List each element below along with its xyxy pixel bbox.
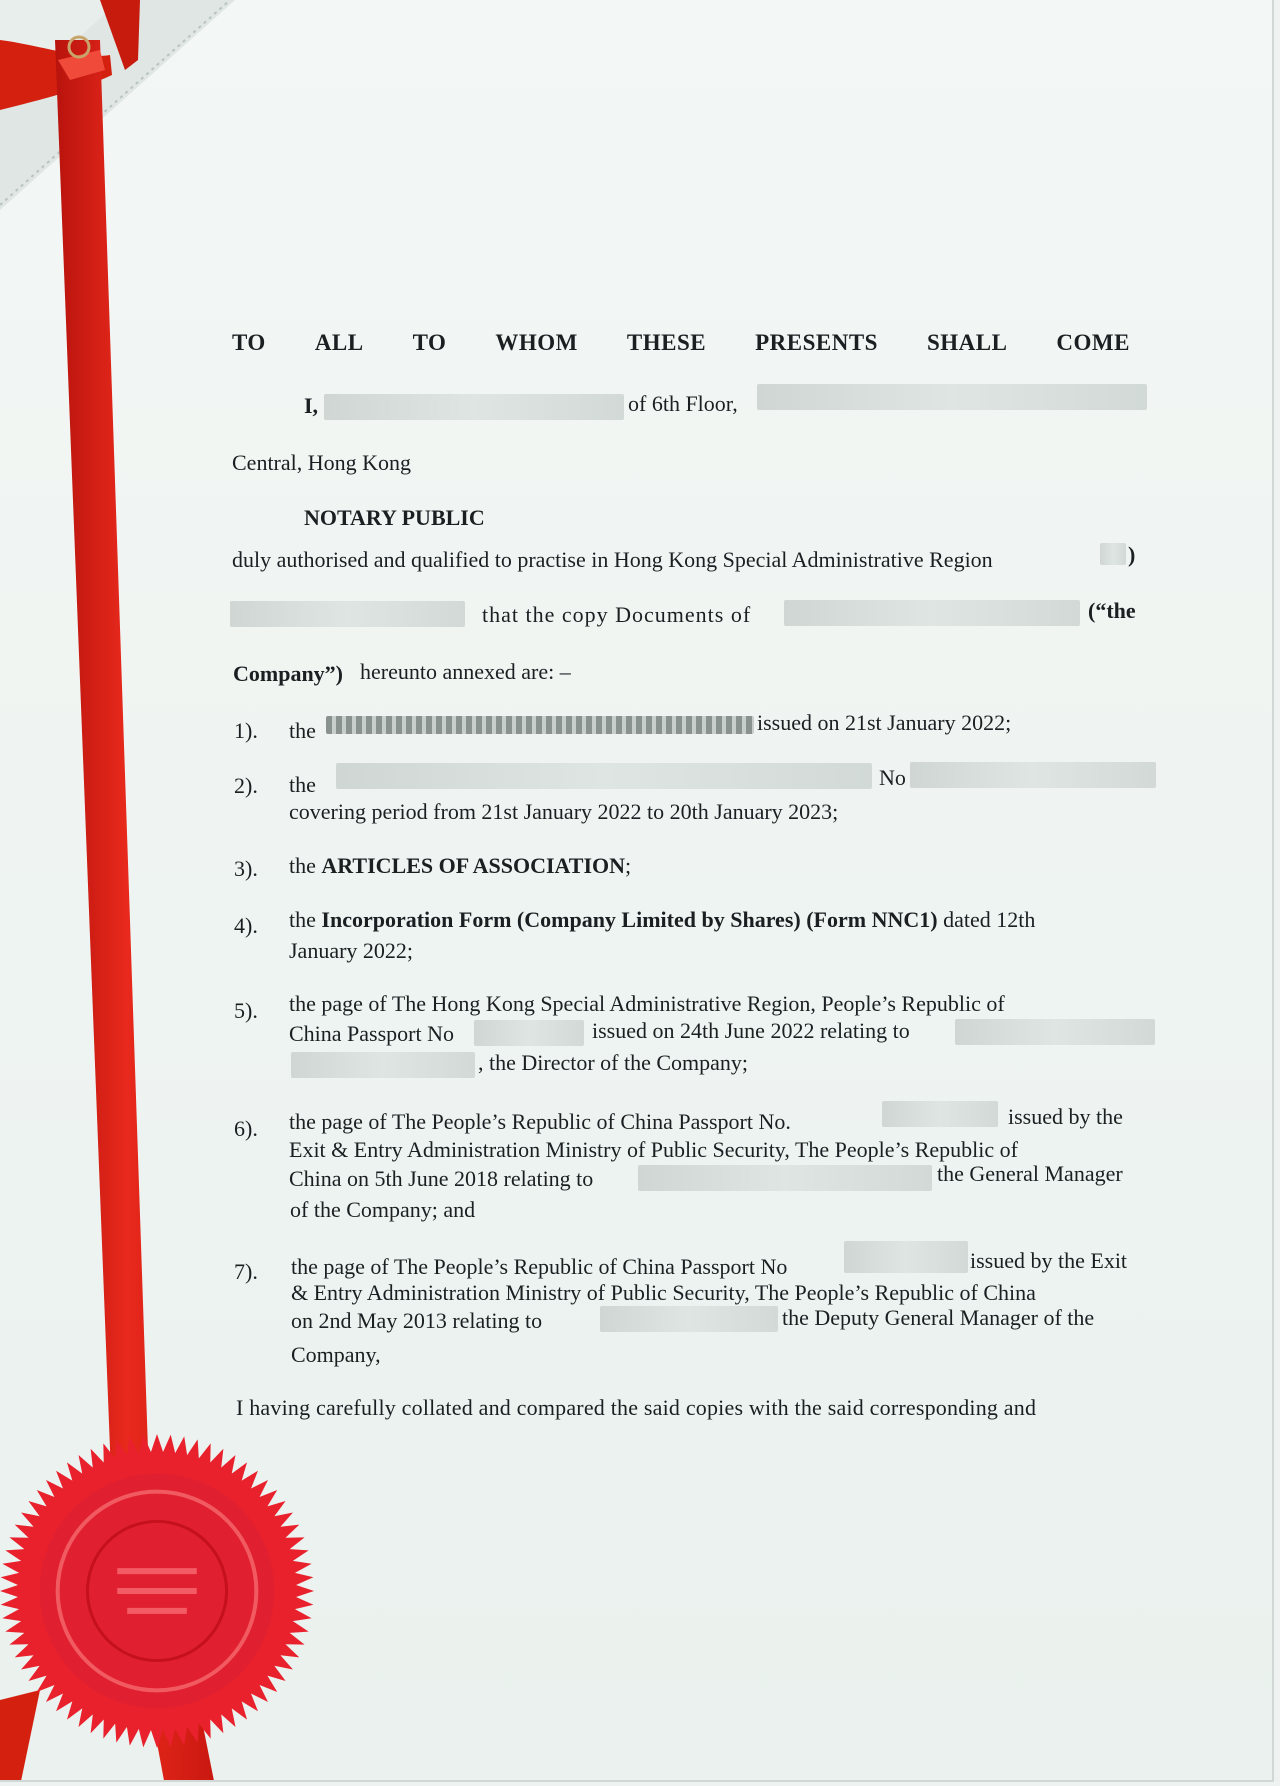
item-text: the General Manager [937, 1161, 1123, 1186]
authorisation-line: duly authorised and qualified to practise in Hong Kong Special Administrative Region [232, 547, 993, 572]
item-suffix: dated 12th [943, 907, 1036, 932]
item-number: 7). [234, 1259, 258, 1284]
item-text: No [879, 765, 906, 790]
item-text [289, 851, 631, 881]
closing-text: I having carefully collated and compared the said copies with the said corresponding and [236, 1395, 1037, 1420]
heading-word: TO [412, 330, 447, 355]
notary-intro-i: I, [304, 393, 319, 418]
redacted-company-name [784, 600, 1080, 626]
company-label: Company”) [233, 661, 344, 686]
item-text: & Entry Administration Ministry of Public Security, The People’s Republic of China [291, 1280, 1036, 1305]
item-bold-title: ARTICLES OF ASSOCIATION [321, 853, 626, 878]
item-number: 5). [234, 998, 258, 1023]
notary-seal [0, 1432, 316, 1750]
notary-floor: of 6th Floor, [628, 391, 738, 416]
heading-word: TO [232, 330, 266, 355]
redacted-notary-name [324, 394, 624, 420]
heading-word: PRESENTS [755, 330, 878, 355]
copy-documents-text: that the copy Documents of [482, 602, 752, 627]
item-text: the Deputy General Manager of the [782, 1305, 1095, 1330]
item-text: issued on 24th June 2022 relating to [592, 1018, 910, 1043]
item-text: China Passport No [289, 1021, 454, 1046]
item-text: Exit & Entry Administration Ministry of Public Security, The People’s Republic of [289, 1137, 1018, 1162]
heading-word: THESE [626, 330, 707, 355]
the-open-quote: (“the [1088, 598, 1136, 623]
item-text: of the Company; and [290, 1197, 476, 1222]
item-text: the [289, 772, 316, 797]
item-prefix: the [289, 853, 316, 878]
item-text: January 2022; [289, 938, 414, 963]
redacted-document-name [336, 763, 872, 789]
item-bold-title: Incorporation Form (Company Limited by Shares) (Form NNC1) [321, 907, 938, 932]
item-text: the page of The People’s Republic of China Passport No [291, 1254, 788, 1279]
heading-word: WHOM [495, 330, 578, 355]
redacted-passport-no [882, 1101, 998, 1127]
redacted-general-manager [638, 1165, 932, 1191]
item-number: 3). [234, 856, 258, 881]
redacted-holder-name [955, 1019, 1155, 1045]
item-suffix: ; [625, 853, 632, 878]
redacted-passport-no [474, 1020, 584, 1046]
item-number: 6). [234, 1116, 258, 1141]
item-number: 2). [234, 773, 258, 798]
redacted-certify [230, 601, 465, 627]
item-text: the page of The People’s Republic of China Passport No. [289, 1109, 791, 1134]
heading-word: ALL [314, 330, 364, 355]
item-text: issued by the [1008, 1104, 1123, 1129]
item-text: covering period from 21st January 2022 to 20th January 2023; [289, 799, 839, 824]
item-text: Company, [291, 1342, 381, 1367]
redacted-deputy-manager [600, 1306, 778, 1332]
document-heading [232, 330, 1130, 356]
redacted-director-name [291, 1052, 475, 1078]
item-text: issued on 21st January 2022; [757, 710, 1012, 735]
item-text: , the Director of the Company; [478, 1050, 749, 1075]
item-number: 4). [234, 913, 258, 938]
item-text: the page of The Hong Kong Special Administrative Region, People’s Republic of [289, 991, 1005, 1016]
redacted-region-note [1100, 543, 1126, 565]
item-prefix: the [289, 907, 316, 932]
annexed-text: hereunto annexed are: – [360, 659, 571, 684]
item-text: on 2nd May 2013 relating to [291, 1308, 543, 1333]
item-text: the [289, 718, 316, 743]
item-text [289, 905, 1035, 935]
heading-word: SHALL [926, 330, 1008, 355]
redacted-address [757, 384, 1147, 410]
item-text: issued by the Exit [970, 1248, 1128, 1273]
item-text: China on 5th June 2018 relating to [289, 1166, 594, 1191]
redacted-certificate [326, 716, 754, 734]
redacted-document-number [910, 762, 1156, 788]
notary-title: NOTARY PUBLIC [304, 505, 485, 530]
item-number: 1). [234, 718, 258, 743]
authorisation-paren: ) [1128, 542, 1136, 567]
redacted-passport-no [844, 1241, 968, 1273]
notary-city: Central, Hong Kong [232, 450, 412, 475]
heading-word: COME [1056, 330, 1130, 355]
